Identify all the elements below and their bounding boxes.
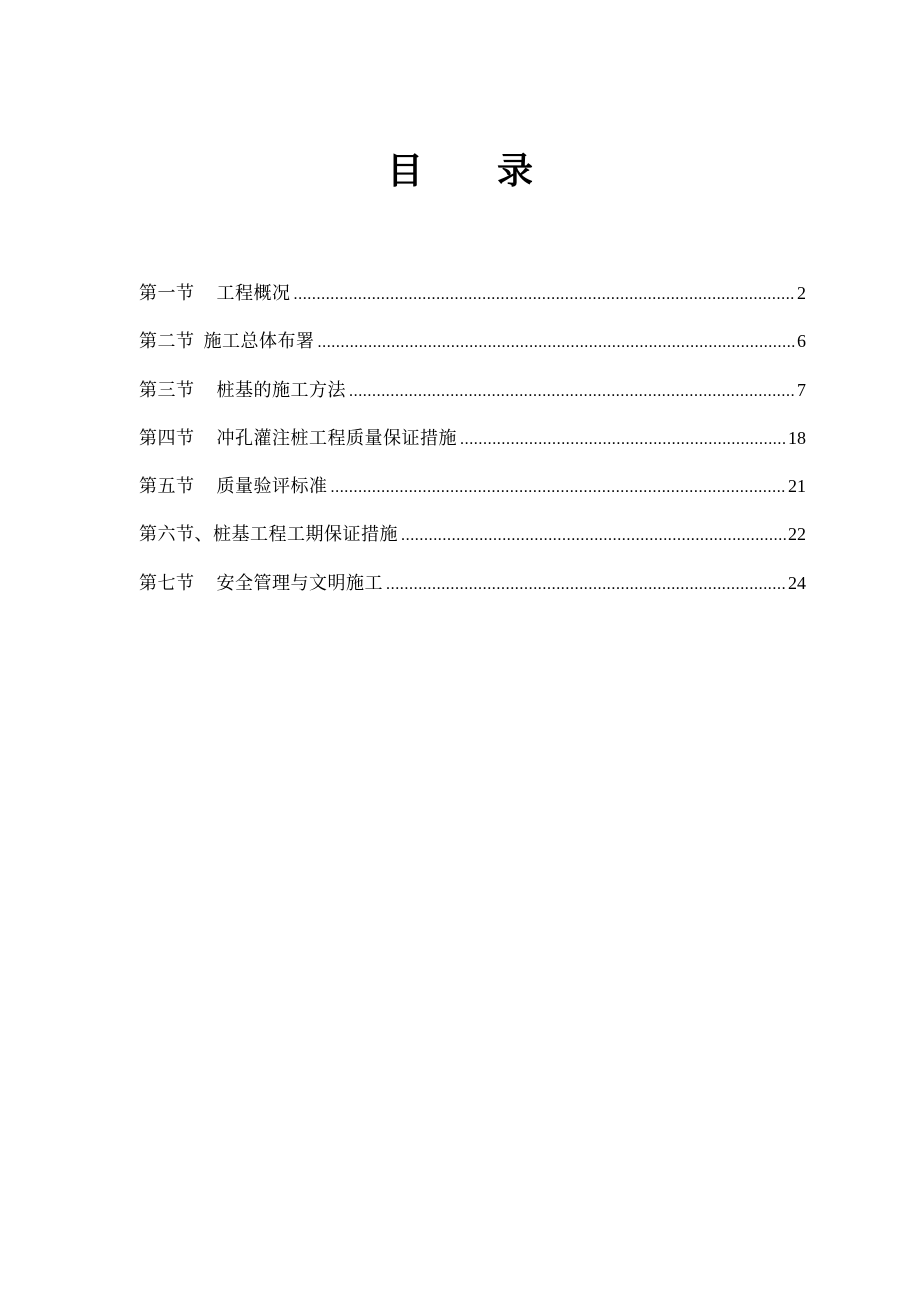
title-char-2: 录 [497, 151, 534, 192]
toc-entry[interactable] [139, 469, 806, 517]
toc-page-number: 7 [797, 379, 806, 400]
toc-dot-leader [349, 375, 795, 409]
toc-section-title: 安全管理与文明施工 [216, 572, 383, 594]
toc-section-title: 施工总体布署 [203, 331, 315, 353]
toc-page-number: 18 [788, 427, 806, 448]
toc-label [139, 518, 398, 552]
toc-section-number: 第六节、 [139, 524, 213, 546]
toc-section-title: 桩基工程工期保证措施 [213, 524, 398, 546]
toc-entry[interactable] [139, 373, 806, 421]
toc-page-number: 21 [788, 476, 806, 497]
toc-section-title: 质量验评标准 [216, 476, 328, 498]
toc-dot-leader [318, 326, 796, 360]
toc-entry[interactable] [139, 276, 806, 324]
toc-page-number: 22 [788, 524, 806, 545]
toc-label [139, 422, 457, 456]
page-title [0, 146, 920, 198]
toc-section-number: 第三节 [139, 379, 195, 401]
toc-entry[interactable] [139, 421, 806, 469]
toc-section-number: 第七节 [139, 572, 195, 594]
toc-section-title: 工程概况 [216, 283, 291, 304]
toc-section-number: 第四节 [139, 427, 195, 449]
table-of-contents [139, 276, 806, 614]
toc-label [139, 277, 291, 311]
toc-section-number: 第一节 [139, 283, 195, 304]
toc-dot-leader [401, 519, 786, 553]
toc-section-title: 桩基的施工方法 [216, 379, 346, 401]
toc-page-number: 6 [797, 331, 806, 352]
toc-page-number: 2 [797, 283, 806, 303]
title-char-1: 目 [386, 151, 423, 192]
toc-dot-leader [386, 568, 786, 602]
toc-entry[interactable] [139, 517, 806, 565]
toc-label [139, 374, 346, 408]
toc-section-number: 第五节 [139, 476, 195, 498]
toc-dot-leader [331, 471, 787, 505]
toc-dot-leader [460, 423, 786, 457]
toc-label [139, 470, 328, 504]
toc-dot-leader [294, 278, 796, 312]
toc-label [139, 325, 315, 359]
toc-section-title: 冲孔灌注桩工程质量保证措施 [216, 427, 457, 449]
toc-page-number: 24 [788, 572, 806, 593]
toc-entry[interactable] [139, 324, 806, 372]
toc-entry[interactable] [139, 566, 806, 614]
toc-label [139, 567, 383, 601]
toc-section-number: 第二节 [139, 331, 195, 353]
